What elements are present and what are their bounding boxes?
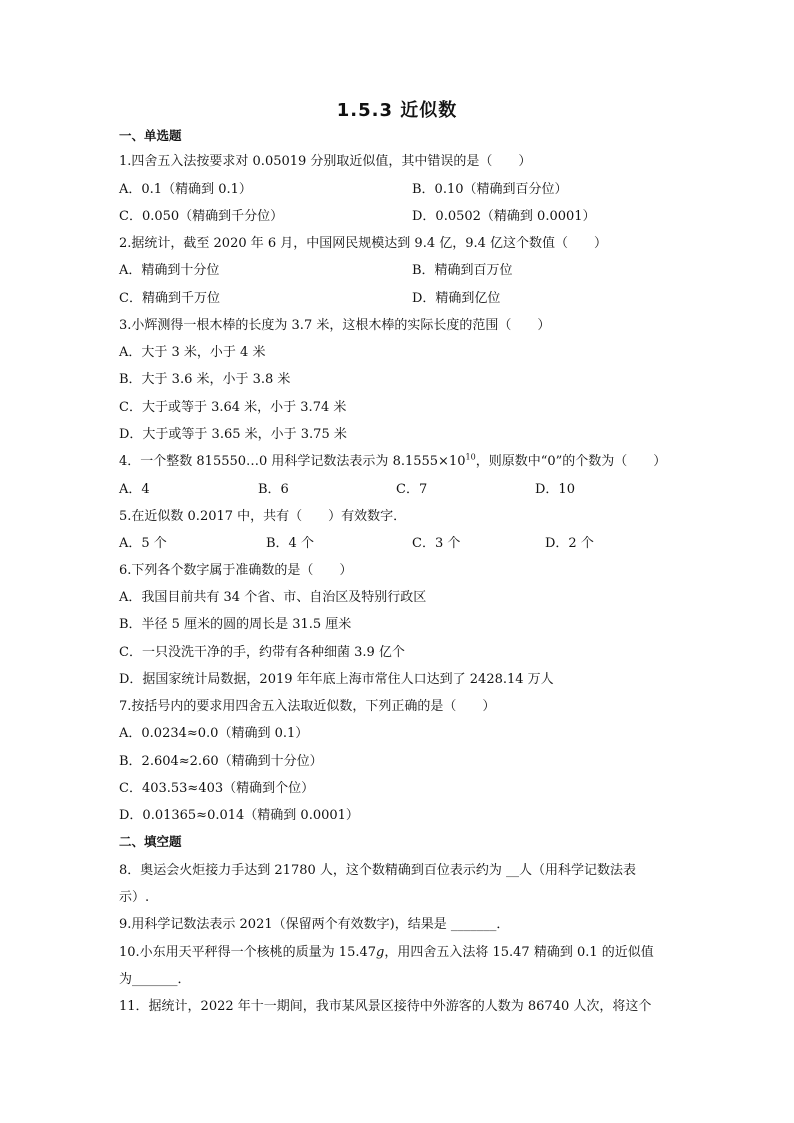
question-4-option-d: D．10 [535,482,575,497]
question-7-option-d: D．0.01365≈0.014（精确到 0.0001） [119,808,359,823]
question-6-option-b: B．半径 5 厘米的圆的周长是 31.5 厘米 [119,617,352,632]
question-9-stem: 9.用科学记数法表示 2021（保留两个有效数字)，结果是 _______． [119,917,510,932]
question-3-option-b: B．大于 3.6 米，小于 3.8 米 [119,372,291,387]
question-4-option-b: B．6 [258,482,289,497]
question-1-stem: 1.四舍五入法按要求对 0.05019 分别取近似值，其中错误的是（ ） [119,154,532,169]
question-3-stem: 3.小辉测得一根木棒的长度为 3.7 米，这根木棒的实际长度的范围（ ） [119,318,551,333]
question-2-option-c: C．精确到千万位 [119,291,220,306]
question-10-text-tail: ，用四舍五入法将 15.47 精确到 0.1 的近似值 [384,945,654,960]
question-3-option-c: C．大于或等于 3.64 米，小于 3.74 米 [119,400,347,415]
question-10-unit: g [376,945,385,960]
question-5-option-d: D．2 个 [545,536,594,551]
question-10-line-1 [119,941,654,960]
section-heading-fill-blank: 二、填空题 [119,834,182,849]
question-5-stem: 5.在近似数 0.2017 中，共有（ ）有效数字． [119,509,407,524]
question-5-option-b: B．4 个 [266,536,314,551]
question-6-option-d: D．据国家统计局数据，2019 年年底上海市常住人口达到了 2428.14 万人 [119,672,554,687]
question-6-option-c: C．一只没洗干净的手，约带有各种细菌 3.9 亿个 [119,645,405,660]
question-5-option-a: A．5 个 [119,536,167,551]
question-4-stem-text: 4．一个整数 815550…0 用科学记数法表示为 8.1555×10 [119,454,466,469]
question-4-stem [119,450,666,469]
question-8-line-1: 8．奥运会火炬接力手达到 21780 人，这个数精确到百位表示约为 __人（用科学记数法表 [119,863,637,878]
question-2-option-d: D．精确到亿位 [412,291,501,306]
question-7-option-c: C．403.53≈403（精确到个位） [119,781,315,796]
question-4-option-a: A．4 [119,482,150,497]
question-3-option-a: A．大于 3 米，小于 4 米 [119,345,266,360]
question-10-line-2: 为_______． [119,972,191,987]
page-title: 1.5.3 近似数 [336,100,458,121]
question-2-option-a: A．精确到十分位 [119,263,220,278]
question-8-line-2: 示）. [119,890,150,905]
question-2-option-b: B．精确到百万位 [412,263,513,278]
question-10-text: 10.小东用天平秤得一个核桃的质量为 15.47 [119,945,377,960]
question-2-stem: 2.据统计，截至 2020 年 6 月，中国网民规模达到 9.4 亿，9.4 亿这个数值（ ） [119,236,608,251]
question-7-stem: 7.按括号内的要求用四舍五入法取近似数，下列正确的是（ ） [119,699,496,714]
question-4-option-c: C．7 [396,482,428,497]
question-11-line-1: 11．据统计，2022 年十一期间，我市某风景区接待中外游客的人数为 86740 人次，将这个 [119,999,652,1014]
question-1-option-d: D．0.0502（精确到 0.0001） [412,209,596,224]
question-1-option-b: B．0.10（精确到百分位） [412,182,568,197]
question-6-option-a: A．我国目前共有 34 个省、市、自治区及特别行政区 [119,590,427,605]
section-heading-single-choice: 一、单选题 [119,128,182,143]
question-4-exponent: 10 [465,452,476,462]
question-1-option-c: C．0.050（精确到千分位） [119,209,284,224]
question-6-stem: 6.下列各个数字属于准确数的是（ ） [119,563,353,578]
question-4-stem-tail: ，则原数中“0”的个数为（ ） [475,454,667,469]
question-5-option-c: C．3 个 [412,536,461,551]
question-3-option-d: D．大于或等于 3.65 米，小于 3.75 米 [119,427,347,442]
question-7-option-b: B．2.604≈2.60（精确到十分位） [119,754,323,769]
question-1-option-a: A．0.1（精确到 0.1） [119,182,252,197]
question-7-option-a: A．0.0234≈0.0（精确到 0.1） [119,726,309,741]
